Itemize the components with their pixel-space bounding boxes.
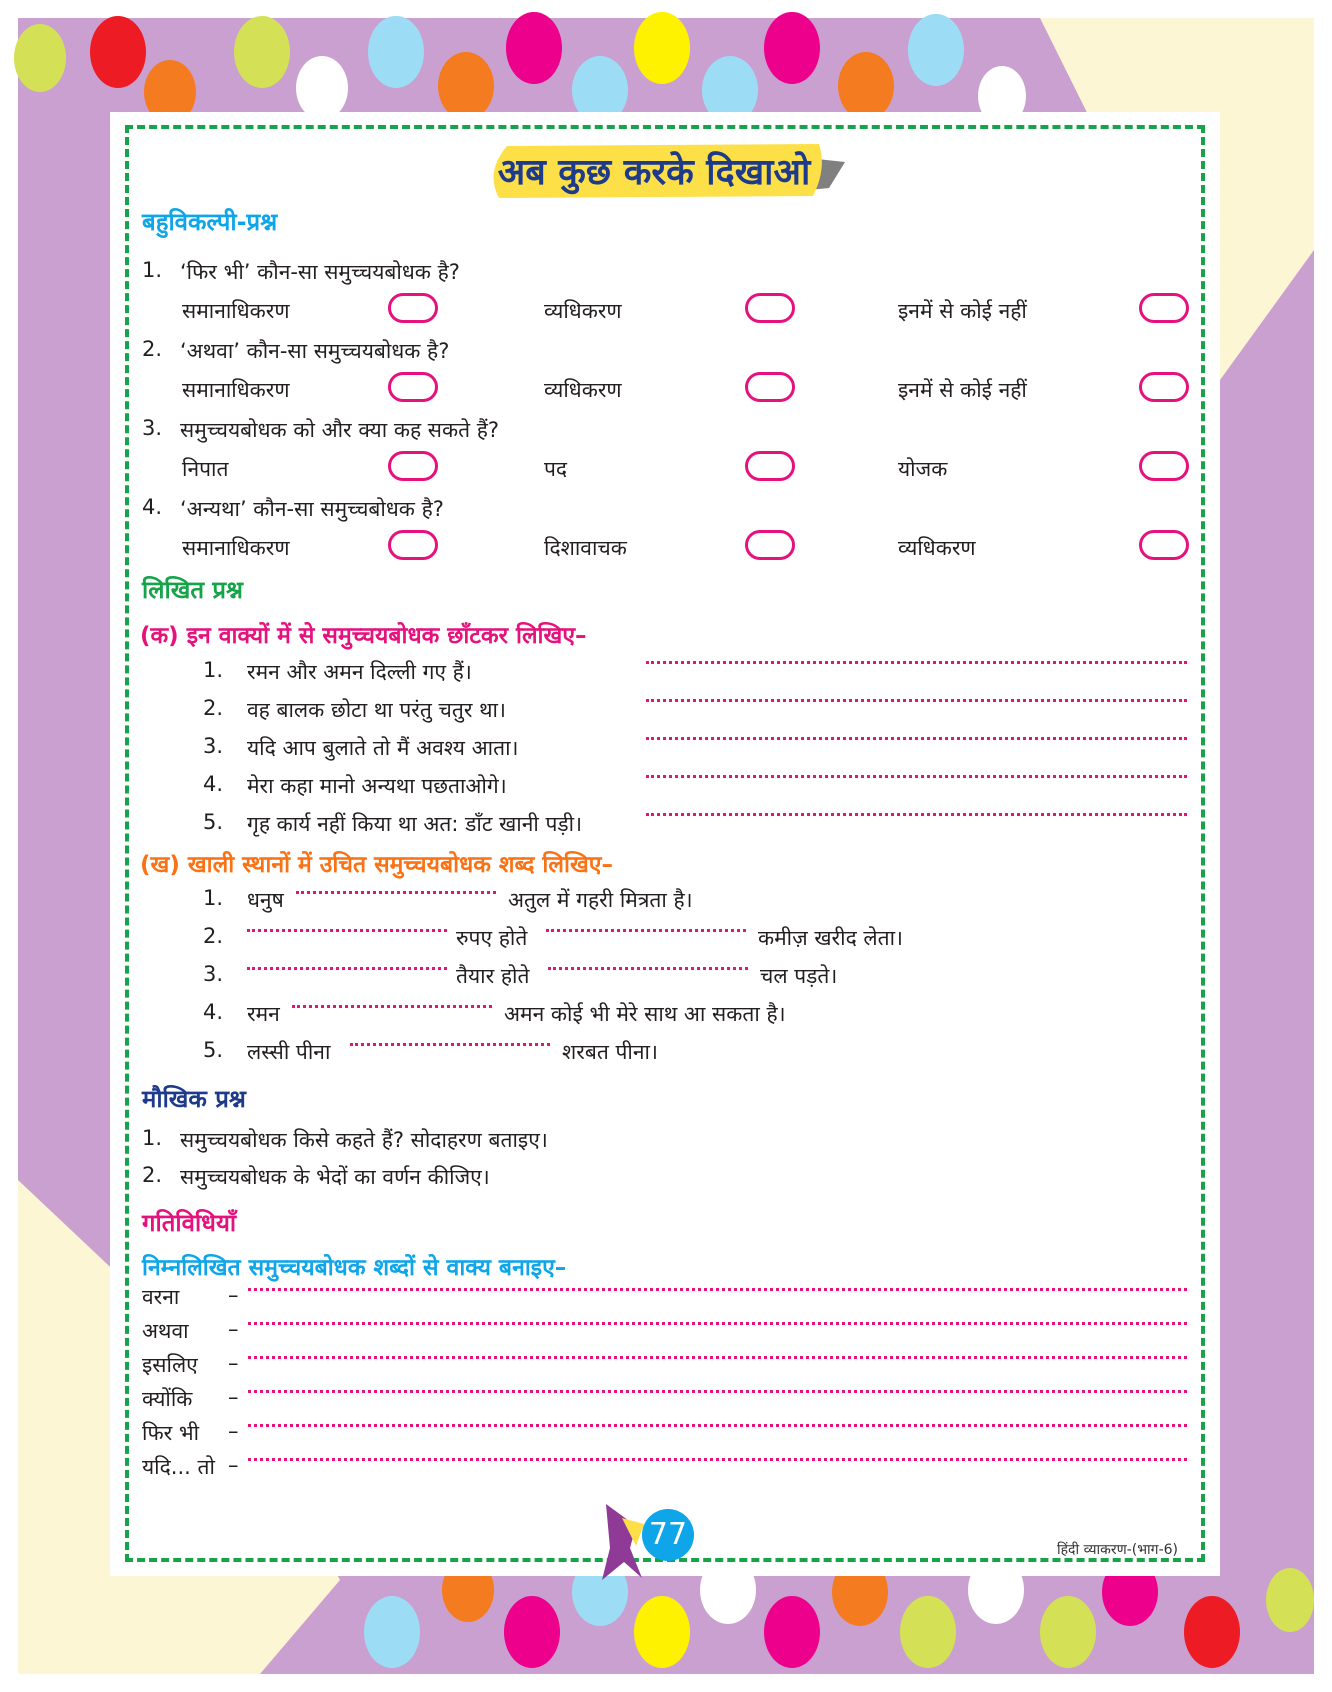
item-text: शरबत पीना। — [562, 1040, 658, 1064]
part-b-label: (ख) खाली स्थानों में उचित समुच्चयबोधक शब्द लिखिए– — [140, 852, 613, 878]
option-label: योजक — [898, 457, 948, 481]
answer-checkbox[interactable] — [388, 530, 438, 560]
item-number: 5. — [203, 810, 224, 834]
part-a-label: (क) इन वाक्यों में से समुच्चयबोधक छाँटकर लिखिए– — [140, 623, 587, 649]
option-label: पद — [544, 457, 568, 481]
item-number: 2. — [203, 924, 224, 948]
answer-checkbox[interactable] — [388, 372, 438, 402]
item-number: 4. — [203, 1000, 224, 1024]
option-label: समानाधिकरण — [182, 378, 290, 402]
dash: – — [228, 1317, 239, 1341]
answer-checkbox[interactable] — [745, 451, 795, 481]
dash: – — [228, 1419, 239, 1443]
dash: – — [228, 1453, 239, 1477]
sentence-line[interactable] — [248, 1390, 1187, 1393]
sentence-line[interactable] — [248, 1424, 1187, 1427]
answer-checkbox[interactable] — [745, 293, 795, 323]
blank-line[interactable] — [292, 1005, 492, 1008]
answer-line[interactable] — [646, 699, 1187, 702]
written-heading: लिखित प्रश्न — [142, 576, 243, 604]
question-number: 1. — [142, 258, 163, 282]
blank-line[interactable] — [548, 967, 748, 970]
option-label: इनमें से कोई नहीं — [898, 299, 1027, 323]
item-text: समुच्चयबोधक के भेदों का वर्णन कीजिए। — [180, 1165, 490, 1189]
item-text: तैयार होते — [456, 964, 530, 988]
item-text: लस्सी पीना — [247, 1040, 331, 1064]
item-number: 1. — [142, 1126, 163, 1150]
option-label: दिशावाचक — [544, 536, 627, 560]
blank-line[interactable] — [350, 1043, 550, 1046]
option-label: व्यधिकरण — [898, 536, 976, 560]
activities-instruction: निम्नलिखित समुच्चयबोधक शब्दों से वाक्य बनाइए– — [142, 1255, 567, 1281]
option-label: व्यधिकरण — [544, 378, 622, 402]
answer-checkbox[interactable] — [388, 293, 438, 323]
blank-line[interactable] — [247, 929, 447, 932]
question-text: ‘अन्यथा’ कौन-सा समुच्चबोधक है? — [180, 497, 444, 521]
answer-line[interactable] — [646, 661, 1187, 664]
item-number: 3. — [203, 962, 224, 986]
activity-word: इसलिए — [142, 1353, 198, 1377]
activities-heading: गतिविधियाँ — [142, 1209, 237, 1237]
sentence-line[interactable] — [248, 1458, 1187, 1461]
option-label: इनमें से कोई नहीं — [898, 378, 1027, 402]
item-text: वह बालक छोटा था परंतु चतुर था। — [247, 698, 506, 722]
item-text: समुच्चयबोधक किसे कहते हैं? सोदाहरण बताइए। — [180, 1128, 548, 1152]
answer-checkbox[interactable] — [388, 451, 438, 481]
blank-line[interactable] — [247, 967, 447, 970]
sentence-line[interactable] — [248, 1288, 1187, 1291]
title-banner — [489, 142, 845, 202]
activity-word: अथवा — [142, 1319, 189, 1343]
item-number: 1. — [203, 658, 224, 682]
item-number: 2. — [203, 696, 224, 720]
oral-heading: मौखिक प्रश्न — [142, 1085, 246, 1113]
activity-word: क्योंकि — [142, 1387, 193, 1411]
answer-checkbox[interactable] — [1139, 372, 1189, 402]
page-title: अब कुछ करके दिखाओ — [497, 152, 811, 193]
activity-word: वरना — [142, 1285, 180, 1309]
answer-checkbox[interactable] — [1139, 293, 1189, 323]
item-text: अमन कोई भी मेरे साथ आ सकता है। — [504, 1002, 786, 1026]
answer-line[interactable] — [646, 737, 1187, 740]
dash: – — [228, 1385, 239, 1409]
blank-line[interactable] — [296, 891, 496, 894]
footer-text: हिंदी व्याकरण-(भाग-6) — [1057, 1542, 1178, 1558]
item-text: यदि आप बुलाते तो मैं अवश्य आता। — [247, 736, 519, 760]
sentence-line[interactable] — [248, 1322, 1187, 1325]
activity-word: फिर भी — [142, 1421, 200, 1445]
dash: – — [228, 1351, 239, 1375]
item-number: 4. — [203, 772, 224, 796]
item-text: रुपए होते — [456, 926, 528, 950]
item-text: कमीज़ खरीद लेता। — [758, 926, 904, 950]
answer-checkbox[interactable] — [745, 372, 795, 402]
item-text: मेरा कहा मानो अन्यथा पछताओगे। — [247, 774, 507, 798]
sentence-line[interactable] — [248, 1356, 1187, 1359]
answer-checkbox[interactable] — [1139, 451, 1189, 481]
question-number: 4. — [142, 495, 163, 519]
item-text: रमन — [247, 1002, 280, 1026]
item-text: अतुल में गहरी मित्रता है। — [508, 888, 693, 912]
item-number: 3. — [203, 734, 224, 758]
item-number: 2. — [142, 1163, 163, 1187]
item-text: गृह कार्य नहीं किया था अत: डाँट खानी पड़ी। — [247, 812, 583, 836]
page-number: 77 — [642, 1509, 694, 1561]
dash: – — [228, 1283, 239, 1307]
item-number: 5. — [203, 1038, 224, 1062]
blank-line[interactable] — [546, 929, 746, 932]
item-text: धनुष — [247, 888, 284, 912]
activity-word: यदि... तो — [142, 1455, 215, 1479]
option-label: समानाधिकरण — [182, 536, 290, 560]
question-number: 2. — [142, 337, 163, 361]
question-number: 3. — [142, 416, 163, 440]
answer-line[interactable] — [646, 813, 1187, 816]
item-number: 1. — [203, 886, 224, 910]
question-text: ‘अथवा’ कौन-सा समुच्चयबोधक है? — [180, 339, 450, 363]
option-label: निपात — [182, 457, 229, 481]
question-text: समुच्चयबोधक को और क्या कह सकते हैं? — [180, 418, 500, 442]
mcq-heading: बहुविकल्पी-प्रश्न — [142, 208, 278, 236]
answer-checkbox[interactable] — [1139, 530, 1189, 560]
answer-line[interactable] — [646, 775, 1187, 778]
item-text: चल पड़ते। — [760, 964, 838, 988]
option-label: व्यधिकरण — [544, 299, 622, 323]
item-text: रमन और अमन दिल्ली गए हैं। — [247, 660, 472, 684]
question-text: ‘फिर भी’ कौन-सा समुच्चयबोधक है? — [180, 260, 460, 284]
option-label: समानाधिकरण — [182, 299, 290, 323]
answer-checkbox[interactable] — [745, 530, 795, 560]
